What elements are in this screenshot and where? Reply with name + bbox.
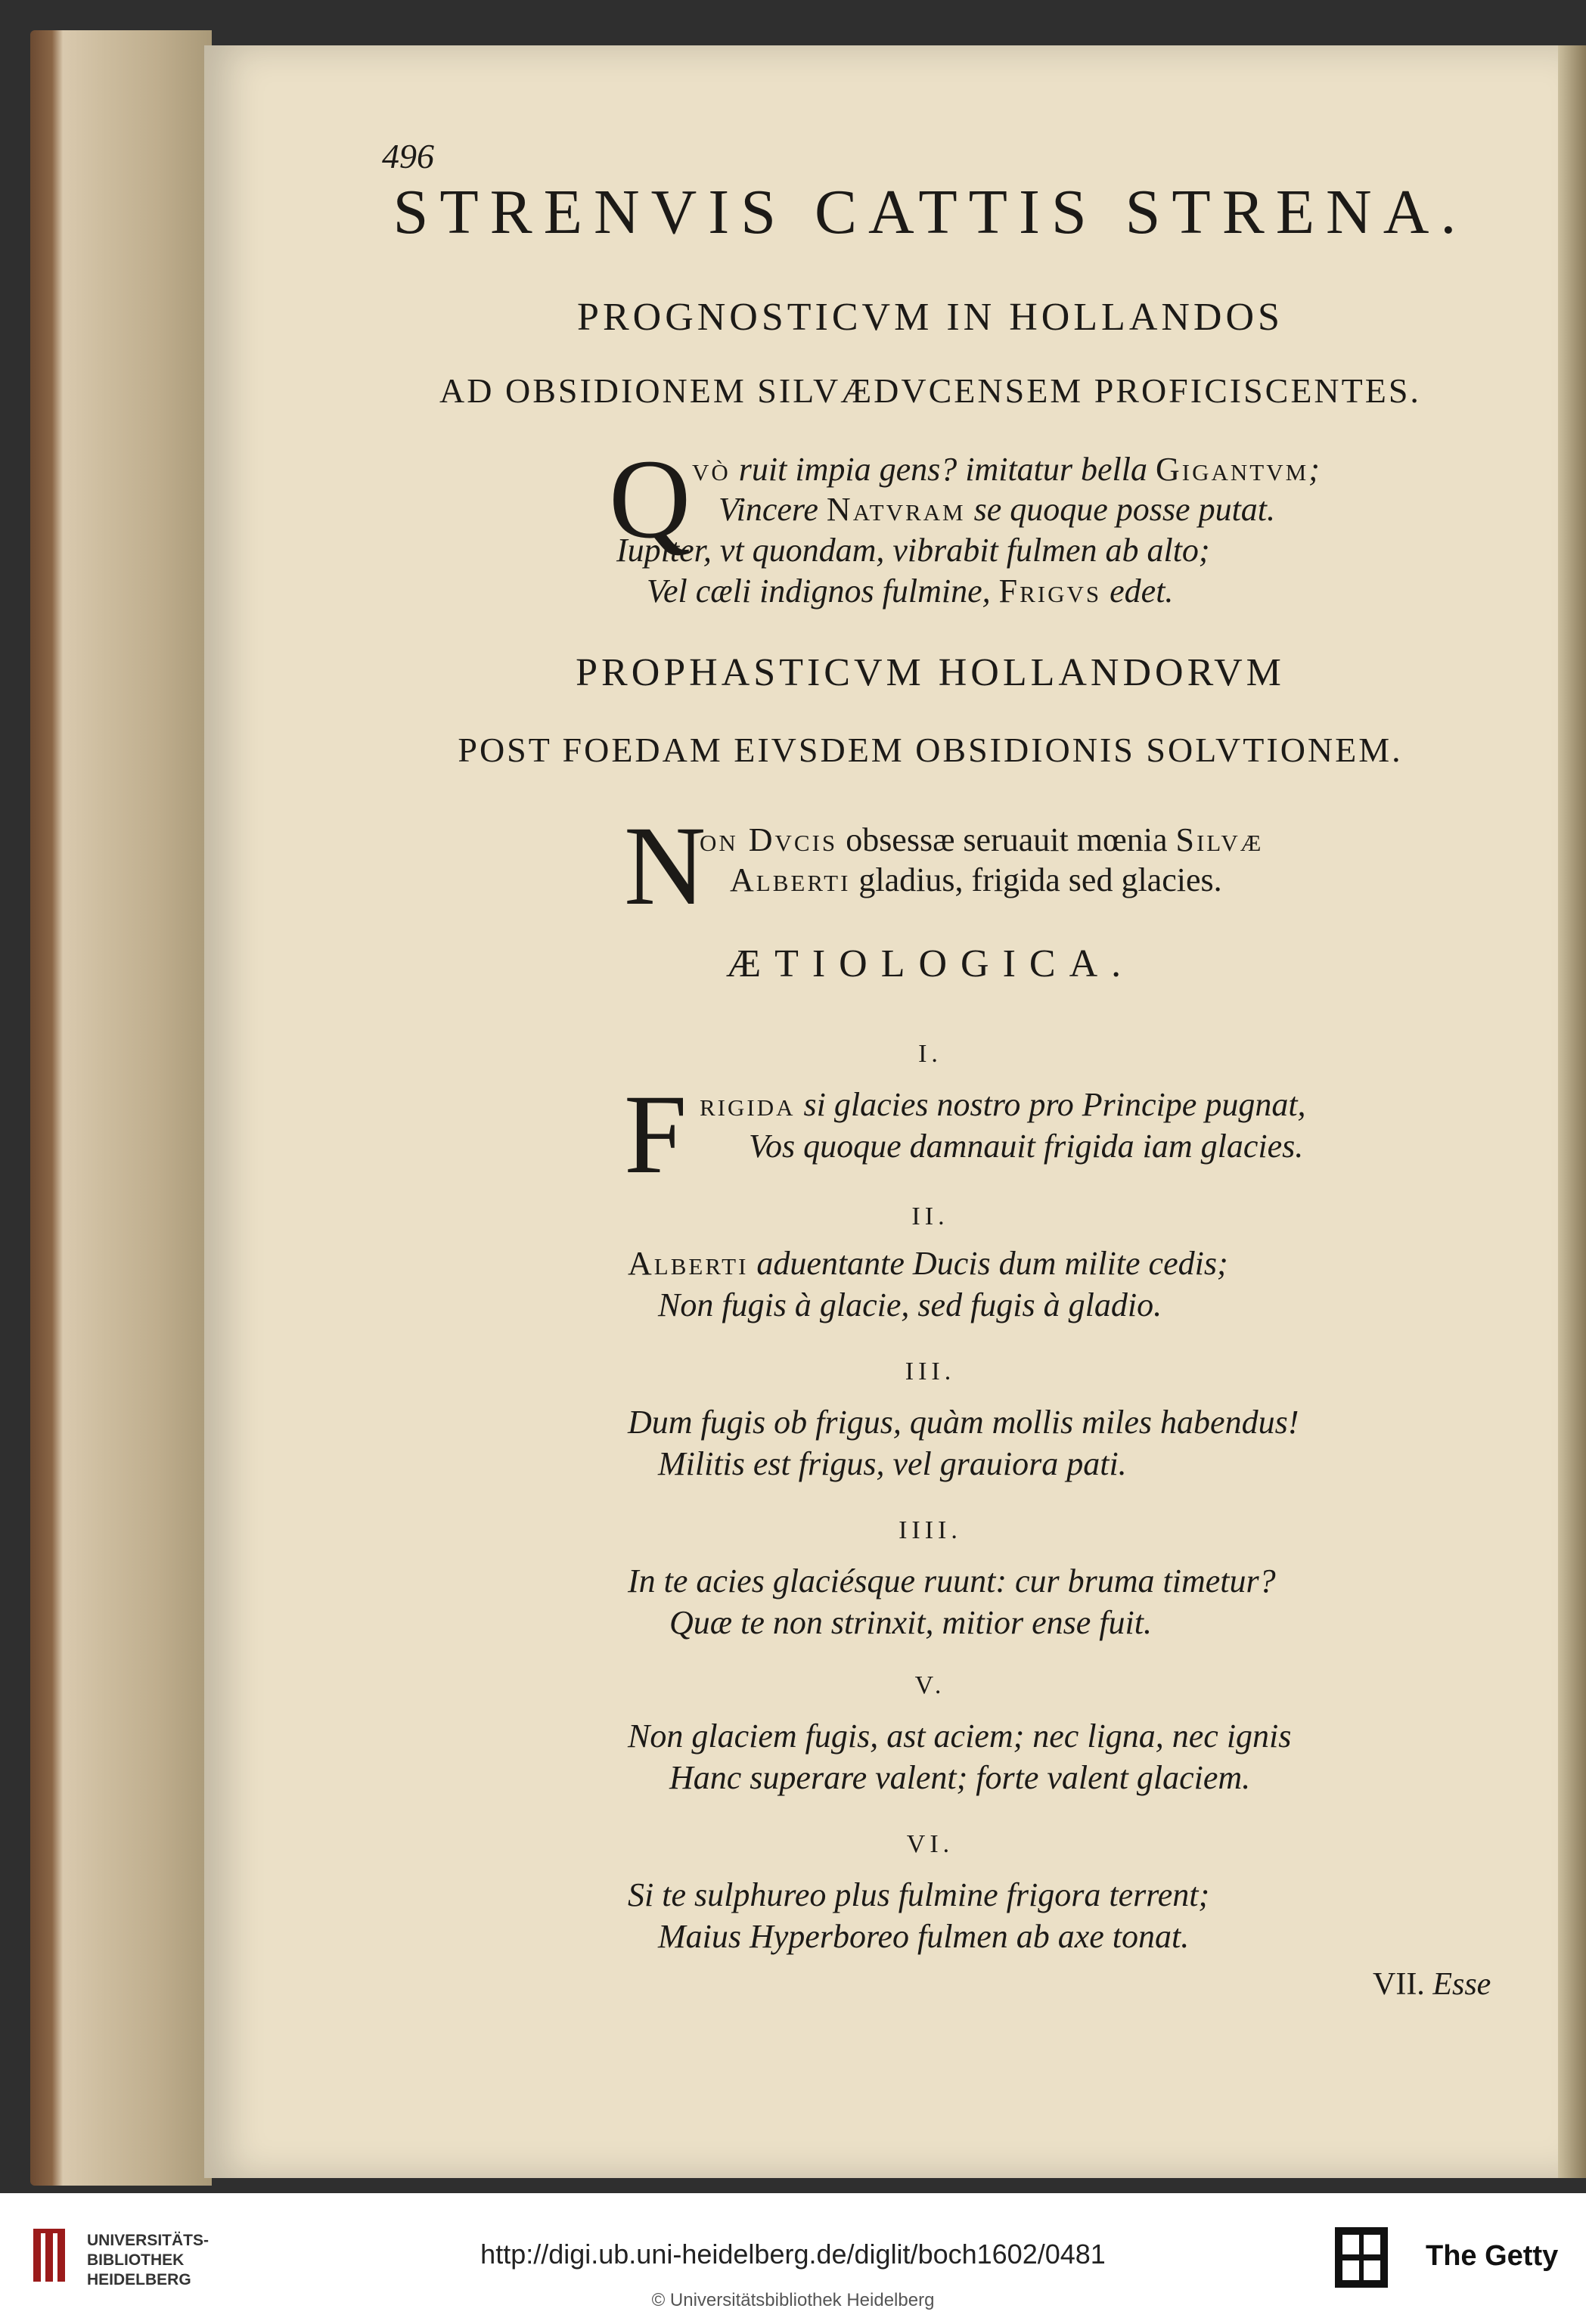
s2-line1: Alberti aduentante Ducis dum milite cedis; <box>628 1245 1228 1282</box>
partner-name[interactable]: The Getty <box>1426 2240 1559 2272</box>
page-fold <box>1558 45 1586 2178</box>
s3-line1: Dum fugis ob frigus, quàm mollis miles habendus! <box>628 1404 1299 1441</box>
numeral-4: IIII. <box>899 1516 962 1544</box>
poem1-line2: Vincere Natvram se quoque posse putat. <box>719 491 1276 528</box>
s6-line1: Si te sulphureo plus fulmine frigora terrent; <box>628 1876 1210 1913</box>
numeral-3: III. <box>905 1357 956 1385</box>
page-title: STRENVIS CATTIS STRENA. <box>393 177 1468 247</box>
catchword: VII. Esse <box>1373 1967 1491 2002</box>
s1-line2: Vos quoque damnauit frigida iam glacies. <box>749 1128 1304 1165</box>
s1-line1: rigida si glacies nostro pro Principe pugnat, <box>700 1086 1306 1123</box>
s4-line1: In te acies glaciésque ruunt: cur bruma timetur? <box>628 1562 1276 1599</box>
heading-aetiologica: ÆTIOLOGICA. <box>725 942 1135 985</box>
s5-line2: Hanc superare valent; forte valent glaciem. <box>669 1759 1251 1796</box>
s6-line2: Maius Hyperboreo fulmen ab axe tonat. <box>658 1918 1190 1955</box>
numeral-6: VI. <box>906 1830 954 1858</box>
poem2-line2: Alberti gladius, frigida sed glacies. <box>730 861 1222 898</box>
s2-line2: Non fugis à glacie, sed fugis à gladio. <box>658 1286 1162 1323</box>
numeral-2: II. <box>911 1202 949 1230</box>
dropcap-q: Q <box>609 436 691 562</box>
numeral-5: V. <box>914 1671 946 1699</box>
copyright-notice: © Universitätsbibliothek Heidelberg <box>651 2290 935 2310</box>
poem1-line3: Iupiter, vt quondam, vibrabit fulmen ab alto; <box>616 532 1210 569</box>
poem2-line1: on Dvcis obsessæ seruauit mœnia Silvæ <box>700 821 1264 858</box>
s5-line1: Non glaciem fugis, ast aciem; nec ligna, nec ignis <box>628 1717 1292 1755</box>
numeral-1: I. <box>918 1040 942 1068</box>
heading-prognosticum-sub: AD OBSIDIONEM SILVÆDVCENSEM PROFICISCENTES. <box>439 371 1421 410</box>
heading-prophasticum-sub: POST FOEDAM EIVSDEM OBSIDIONIS SOLVTIONEM. <box>458 731 1403 769</box>
book-page-edges <box>30 30 212 2186</box>
s3-line2: Militis est frigus, vel grauiora pati. <box>658 1445 1127 1482</box>
poem1-line4: Vel cæli indignos fulmine, Frigvs edet. <box>647 572 1174 610</box>
dropcap-n: N <box>624 803 706 929</box>
s4-line2: Quæ te non strinxit, mitior ense fuit. <box>669 1604 1152 1641</box>
getty-logo-icon[interactable] <box>1335 2227 1388 2288</box>
heading-prognosticum: PROGNOSTICVM IN HOLLANDOS <box>577 296 1283 339</box>
poem1-line1: vò ruit impia gens? imitatur bella Gigantvm; <box>692 451 1320 488</box>
page-number: 496 <box>382 137 434 175</box>
permalink-url[interactable]: http://digi.ub.uni-heidelberg.de/diglit/boch1602/0481 <box>480 2239 1106 2270</box>
dropcap-f: F <box>624 1072 687 1197</box>
heading-prophasticum: PROPHASTICVM HOLLANDORVM <box>576 651 1285 694</box>
library-name: UNIVERSITÄTS- BIBLIOTHEK HEIDELBERG <box>87 2232 210 2288</box>
